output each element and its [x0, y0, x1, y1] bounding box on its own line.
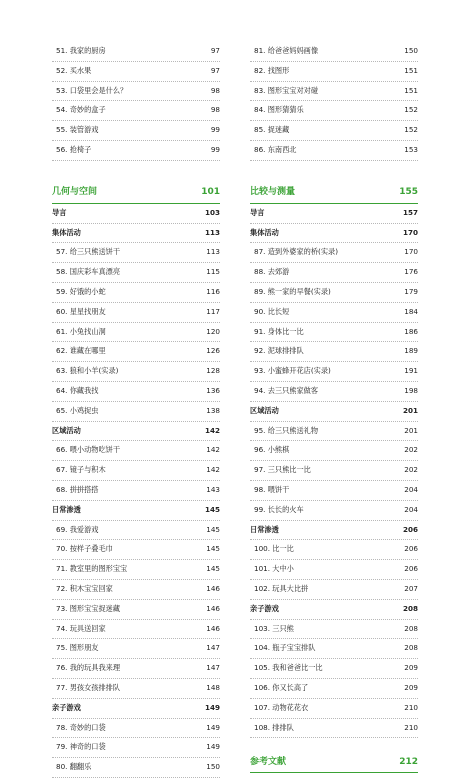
toc-entry-title: 95. 给三只熊送礼物 — [254, 425, 319, 435]
toc-entry[interactable] — [250, 540, 418, 560]
toc-entry[interactable] — [52, 679, 220, 699]
toc-entry-title: 101. 大中小 — [254, 564, 294, 574]
toc-entry-title: 97. 三只熊比一比 — [254, 465, 311, 475]
section-heading-title: 导言 — [250, 207, 265, 217]
section-heading[interactable] — [250, 204, 418, 224]
toc-entry[interactable] — [52, 62, 220, 82]
toc-entry-title: 63. 狼和小羊(实录) — [56, 366, 119, 376]
toc-entry-page-number: 115 — [206, 267, 220, 277]
toc-entry-page-number: 201 — [404, 425, 418, 435]
section-heading-page-number: 113 — [204, 227, 220, 237]
section-heading-title: 亲子游戏 — [52, 702, 81, 712]
toc-entry-title: 53. 口袋里会是什么？ — [56, 85, 128, 95]
toc-entry-title: 100. 比一比 — [254, 544, 294, 554]
toc-entry-page-number: 204 — [404, 484, 418, 494]
toc-entry-page-number: 120 — [206, 326, 220, 336]
toc-entry-title: 92. 泥球排排队 — [254, 346, 304, 356]
toc-entry-title: 88. 去郊游 — [254, 267, 290, 277]
section-heading[interactable] — [250, 402, 418, 422]
toc-entry[interactable] — [52, 141, 220, 161]
section-heading[interactable] — [250, 600, 418, 620]
toc-entry-title: 108. 排排队 — [254, 722, 294, 732]
section-heading[interactable] — [52, 204, 220, 224]
toc-entry-title: 80. 翻翻乐 — [56, 762, 92, 772]
toc-entry[interactable] — [52, 620, 220, 640]
section-heading-title: 亲子游戏 — [250, 603, 279, 613]
toc-entry-title: 60. 星星找朋友 — [56, 306, 106, 316]
toc-entry[interactable] — [250, 639, 418, 659]
toc-entry-page-number: 150 — [404, 46, 418, 55]
toc-entry-title: 56. 抢椅子 — [56, 144, 92, 154]
toc-entry-page-number: 145 — [206, 564, 220, 574]
toc-entry-page-number: 170 — [404, 247, 418, 257]
toc-entry[interactable] — [52, 580, 220, 600]
section-heading[interactable] — [52, 224, 220, 244]
toc-column-left — [52, 42, 220, 778]
section-heading[interactable] — [250, 521, 418, 541]
toc-entry-title: 65. 小鸡捉虫 — [56, 405, 99, 415]
toc-entry-page-number: 136 — [206, 385, 220, 395]
section-heading-page-number: 208 — [402, 603, 418, 613]
toc-entry-page-number: 210 — [404, 722, 418, 732]
toc-entry-title: 96. 小熊棋 — [254, 445, 290, 455]
toc-entry-page-number: 146 — [206, 623, 220, 633]
toc-entry[interactable] — [52, 560, 220, 580]
toc-entry-page-number: 98 — [210, 105, 220, 115]
toc-entry-page-number: 153 — [404, 144, 418, 154]
toc-entry-page-number: 191 — [404, 366, 418, 376]
toc-entry-page-number: 143 — [206, 484, 220, 494]
toc-entry-page-number: 151 — [404, 65, 418, 75]
toc-entry[interactable] — [52, 263, 220, 283]
section-heading-title: 集体活动 — [52, 227, 81, 237]
toc-entry[interactable] — [52, 521, 220, 541]
toc-entry-page-number: 145 — [206, 524, 220, 534]
toc-entry-page-number: 147 — [206, 663, 220, 673]
toc-entry-page-number: 116 — [206, 286, 220, 296]
toc-entry[interactable] — [52, 600, 220, 620]
toc-entry-page-number: 98 — [210, 85, 220, 95]
toc-entry[interactable] — [250, 121, 418, 141]
toc-entry[interactable] — [52, 243, 220, 263]
toc-entry[interactable] — [52, 342, 220, 362]
toc-entry-title: 61. 小兔找山洞 — [56, 326, 106, 336]
toc-entry[interactable] — [250, 362, 418, 382]
toc-entry-page-number: 202 — [404, 445, 418, 455]
toc-entry[interactable] — [250, 659, 418, 679]
toc-entry-page-number: 97 — [210, 65, 220, 75]
toc-entry[interactable] — [52, 738, 220, 758]
toc-entry-page-number: 142 — [206, 445, 220, 455]
toc-entry-title: 52. 买水果 — [56, 65, 92, 75]
toc-entry-title: 57. 给三只熊送饼干 — [56, 247, 121, 257]
toc-entry-page-number: 208 — [404, 623, 418, 633]
toc-entry-title: 94. 去三只熊家做客 — [254, 385, 319, 395]
toc-entry-title: 86. 东南西北 — [254, 144, 297, 154]
toc-entry[interactable] — [250, 62, 418, 82]
toc-entry[interactable] — [250, 699, 418, 719]
toc-entry-page-number: 152 — [404, 105, 418, 115]
toc-entry-title: 105. 我和爸爸比一比 — [254, 663, 323, 673]
toc-entry[interactable] — [250, 719, 418, 739]
toc-entry[interactable] — [52, 283, 220, 303]
toc-entry-page-number: 99 — [210, 144, 220, 154]
references-heading-page-number: 212 — [399, 756, 418, 767]
section-heading[interactable] — [52, 422, 220, 442]
section-heading-title: 区域活动 — [250, 405, 279, 415]
section-heading-title: 日常渗透 — [250, 524, 279, 534]
toc-entry-title: 104. 瓶子宝宝排队 — [254, 643, 316, 653]
toc-entry-page-number: 148 — [206, 682, 220, 692]
section-heading-page-number: 142 — [204, 425, 220, 435]
toc-entry[interactable] — [250, 283, 418, 303]
toc-entry[interactable] — [52, 659, 220, 679]
toc-entry[interactable] — [250, 560, 418, 580]
toc-entry-page-number: 198 — [404, 385, 418, 395]
chapter-heading-page-number: 155 — [399, 187, 418, 198]
toc-entry-page-number: 142 — [206, 465, 220, 475]
toc-entry-page-number: 146 — [206, 583, 220, 593]
toc-entry[interactable] — [250, 82, 418, 102]
chapter-heading-title: 几何与空间 — [52, 187, 98, 198]
toc-entry-page-number: 150 — [206, 762, 220, 772]
section-heading[interactable] — [52, 699, 220, 719]
toc-entry[interactable] — [52, 121, 220, 141]
toc-entry-page-number: 204 — [404, 504, 418, 514]
toc-entry-title: 98. 喂饼干 — [254, 484, 290, 494]
toc-entry-title: 51. 我家的厨房 — [56, 46, 106, 55]
toc-entry[interactable] — [250, 501, 418, 521]
toc-entry[interactable] — [52, 639, 220, 659]
section-heading-page-number: 201 — [402, 405, 418, 415]
toc-entry-title: 74. 玩具送回家 — [56, 623, 106, 633]
toc-entry-title: 93. 小蜜蜂开花店(实录) — [254, 366, 331, 376]
section-heading-page-number: 145 — [204, 504, 220, 514]
toc-entry[interactable] — [250, 342, 418, 362]
toc-entry[interactable] — [52, 303, 220, 323]
toc-entry-page-number: 138 — [206, 405, 220, 415]
toc-entry[interactable] — [250, 42, 418, 62]
toc-entry[interactable] — [52, 461, 220, 481]
chapter-heading[interactable] — [52, 183, 220, 204]
toc-entry-title: 54. 奇妙的盒子 — [56, 105, 106, 115]
toc-entry-page-number: 210 — [404, 702, 418, 712]
toc-entry[interactable] — [250, 141, 418, 161]
toc-entry-title: 82. 找图形 — [254, 65, 290, 75]
toc-entry-page-number: 99 — [210, 125, 220, 135]
toc-entry-page-number: 176 — [404, 267, 418, 277]
toc-entry-title: 64. 你藏我找 — [56, 385, 99, 395]
toc-entry-title: 59. 好饿的小蛇 — [56, 286, 106, 296]
toc-entry-title: 76. 我的玩具我来理 — [56, 663, 121, 673]
toc-entry-page-number: 149 — [206, 742, 220, 752]
toc-entry-title: 81. 给爸爸妈妈画像 — [254, 46, 319, 55]
toc-entry-page-number: 97 — [210, 46, 220, 55]
toc-entry-title: 77. 男孩女孩排排队 — [56, 682, 121, 692]
toc-entry-title: 70. 按样子叠毛巾 — [56, 544, 113, 554]
toc-entry[interactable] — [250, 580, 418, 600]
toc-entry-page-number: 151 — [404, 85, 418, 95]
toc-entry-title: 106. 你又长高了 — [254, 682, 309, 692]
toc-entry-title: 79. 神奇的口袋 — [56, 742, 106, 752]
toc-entry-page-number: 208 — [404, 643, 418, 653]
toc-entry-title: 69. 我爱游戏 — [56, 524, 99, 534]
toc-entry-page-number: 152 — [404, 125, 418, 135]
toc-entry[interactable] — [52, 540, 220, 560]
toc-entry-page-number: 206 — [404, 544, 418, 554]
toc-entry-page-number: 189 — [404, 346, 418, 356]
section-heading[interactable] — [250, 224, 418, 244]
toc-entry-title: 55. 装管游戏 — [56, 125, 99, 135]
toc-entry-title: 75. 图形朋友 — [56, 643, 99, 653]
toc-entry-title: 73. 图形宝宝捉迷藏 — [56, 603, 121, 613]
toc-entry-title: 89. 熊一家的早餐(实录) — [254, 286, 331, 296]
toc-entry-title: 90. 比长短 — [254, 306, 290, 316]
toc-entry-page-number: 186 — [404, 326, 418, 336]
toc-entry-page-number: 126 — [206, 346, 220, 356]
toc-entry[interactable] — [52, 101, 220, 121]
toc-entry-title: 91. 身体比一比 — [254, 326, 304, 336]
toc-entry-page-number: 209 — [404, 663, 418, 673]
toc-entry[interactable] — [52, 42, 220, 62]
toc-entry-title: 72. 积木宝宝回家 — [56, 583, 113, 593]
references-heading[interactable] — [250, 752, 418, 773]
toc-entry[interactable] — [250, 481, 418, 501]
toc-entry-title: 87. 造到外婆家的桥(实录) — [254, 247, 339, 257]
toc-entry-title: 83. 图形宝宝对对碰 — [254, 85, 319, 95]
toc-entry[interactable] — [250, 382, 418, 402]
toc-entry-title: 78. 奇妙的口袋 — [56, 722, 106, 732]
toc-entry-title: 103. 三只熊 — [254, 623, 294, 633]
toc-entry[interactable] — [52, 481, 220, 501]
toc-entry[interactable] — [52, 758, 220, 778]
toc-entry[interactable] — [250, 441, 418, 461]
toc-entry-title: 107. 动物花花衣 — [254, 702, 309, 712]
toc-entry[interactable] — [250, 461, 418, 481]
toc-entry[interactable] — [52, 382, 220, 402]
toc-entry[interactable] — [250, 323, 418, 343]
toc-entry-page-number: 202 — [404, 465, 418, 475]
toc-entry[interactable] — [250, 679, 418, 699]
toc-entry-page-number: 113 — [206, 247, 220, 257]
toc-entry-page-number: 145 — [206, 544, 220, 554]
toc-column-right — [250, 42, 418, 773]
toc-entry-title: 71. 教室里的图形宝宝 — [56, 564, 128, 574]
section-heading[interactable] — [52, 501, 220, 521]
toc-entry-page-number: 128 — [206, 366, 220, 376]
section-heading-title: 集体活动 — [250, 227, 279, 237]
section-heading-title: 日常渗透 — [52, 504, 81, 514]
toc-entry-page-number: 184 — [404, 306, 418, 316]
toc-entry-title: 62. 谁藏在哪里 — [56, 346, 106, 356]
toc-entry[interactable] — [52, 82, 220, 102]
toc-entry-page-number: 206 — [404, 564, 418, 574]
toc-entry[interactable] — [52, 402, 220, 422]
references-heading-title: 参考文献 — [250, 756, 287, 767]
toc-entry-page-number: 147 — [206, 643, 220, 653]
section-heading-page-number: 206 — [402, 524, 418, 534]
toc-entry[interactable] — [52, 362, 220, 382]
toc-entry-title: 68. 拼拼搭搭 — [56, 484, 99, 494]
toc-entry[interactable] — [250, 243, 418, 263]
toc-entry[interactable] — [250, 303, 418, 323]
section-heading-title: 区域活动 — [52, 425, 81, 435]
toc-entry[interactable] — [250, 620, 418, 640]
toc-entry-title: 84. 图形猜猜乐 — [254, 105, 304, 115]
chapter-heading[interactable] — [250, 183, 418, 204]
toc-entry-title: 58. 国庆彩车真漂亮 — [56, 267, 121, 277]
toc-entry-page-number: 146 — [206, 603, 220, 613]
toc-entry[interactable] — [250, 422, 418, 442]
section-heading-page-number: 149 — [204, 702, 220, 712]
chapter-heading-page-number: 101 — [201, 187, 220, 198]
section-heading-title: 导言 — [52, 207, 67, 217]
toc-entry-page-number: 149 — [206, 722, 220, 732]
toc-entry-page-number: 117 — [206, 306, 220, 316]
toc-entry[interactable] — [52, 441, 220, 461]
toc-entry[interactable] — [250, 101, 418, 121]
toc-entry-title: 66. 喂小动物吃饼干 — [56, 445, 121, 455]
section-heading-page-number: 103 — [204, 207, 220, 217]
toc-entry-title: 67. 镜子与积木 — [56, 465, 106, 475]
toc-entry[interactable] — [52, 719, 220, 739]
toc-entry[interactable] — [250, 263, 418, 283]
section-heading-page-number: 170 — [402, 227, 418, 237]
toc-entry-page-number: 207 — [404, 583, 418, 593]
chapter-heading-title: 比较与测量 — [250, 187, 296, 198]
toc-entry-page-number: 179 — [404, 286, 418, 296]
toc-entry[interactable] — [52, 323, 220, 343]
toc-entry-title: 99. 长长的火车 — [254, 504, 304, 514]
toc-entry-title: 102. 玩具大比拼 — [254, 583, 309, 593]
section-heading-page-number: 157 — [402, 207, 418, 217]
toc-entry-page-number: 209 — [404, 682, 418, 692]
toc-entry-title: 85. 捉迷藏 — [254, 125, 290, 135]
